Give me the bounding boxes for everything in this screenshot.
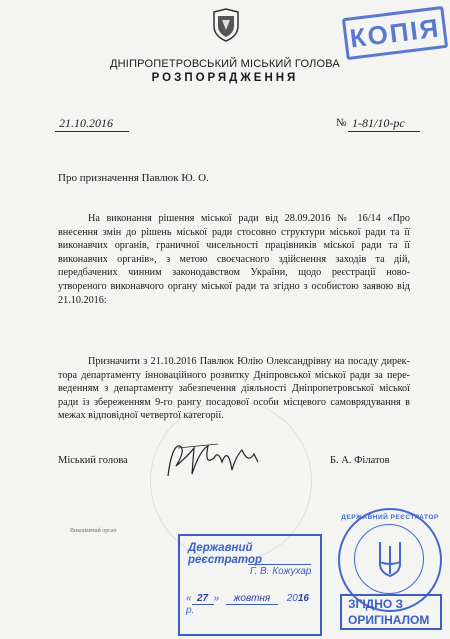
original-stamp-line-2: ОРИГІНАЛОМ (348, 613, 430, 627)
registrar-month: жовтня (226, 593, 278, 605)
document-date: 21.10.2016 (55, 116, 129, 132)
registrar-stamp (178, 534, 322, 636)
registrar-year-handwritten: 16 (297, 593, 309, 604)
document-type: РОЗПОРЯДЖЕННЯ (151, 72, 299, 84)
signer-position: Міський голова (58, 455, 128, 466)
registrar-name: Г. В. Кожухар (250, 566, 312, 577)
registrar-year-prefix: 20 (286, 593, 298, 604)
round-seal-text: ДЕРЖАВНИЙ РЕЄСТРАТОР (341, 514, 439, 521)
paragraph-1-text: На виконання рішення міської ради від 28.09.2016 № 16/14 «Про внесення змін до рішень міської ради стосовно структури міської ради та її виконавчих органів, граничної чисельності працівників міської ради та її виконавчих органів», з метою своєчасного здійснення заходів та дій, передбачених чинним законодавством України, щодо реєстрації ново-утвореного виконавчого органу міської ради та згідно з особистою заявою від 21.10.2016: (58, 213, 410, 306)
organization-title: ДНІПРОПЕТРОВСЬКИЙ МІСЬКИЙ ГОЛОВА (110, 58, 340, 70)
original-stamp-line-1: ЗГІДНО З (348, 597, 404, 611)
registrar-date: « 27 » жовтня 2016 р. (186, 593, 309, 616)
trident-icon (376, 540, 404, 578)
city-emblem-icon (212, 8, 240, 42)
document-subject: Про призначення Павлюк Ю. О. (58, 172, 209, 184)
copy-stamp: КОПІЯ (342, 6, 448, 60)
registrar-day: 27 (192, 593, 214, 605)
registrar-year-suffix: р. (186, 605, 195, 616)
faint-note: Виконавчий орган (70, 528, 117, 534)
paragraph-2-text: Призначити з 21.10.2016 Павлюк Юлію Олександрівну на посаду дирек-тора департаменту інноваційного розвитку Дніпровської міської ради за пере-веденням з департаменту забезпечення діяльності Дніпропетровської міської ради із збереженням 9-го рангу посадової особи місцевого самоврядування в межах відповідної четвертої категорії. (58, 356, 410, 422)
signer-name: Б. А. Філатов (330, 455, 390, 466)
original-stamp (340, 594, 442, 630)
document-number: 1-81/10-рс (348, 116, 420, 132)
number-sign: № (336, 117, 347, 129)
handwritten-signature (158, 436, 278, 486)
registrar-title: Державний реєстратор (188, 542, 263, 566)
body-paragraph-1 (58, 212, 410, 307)
